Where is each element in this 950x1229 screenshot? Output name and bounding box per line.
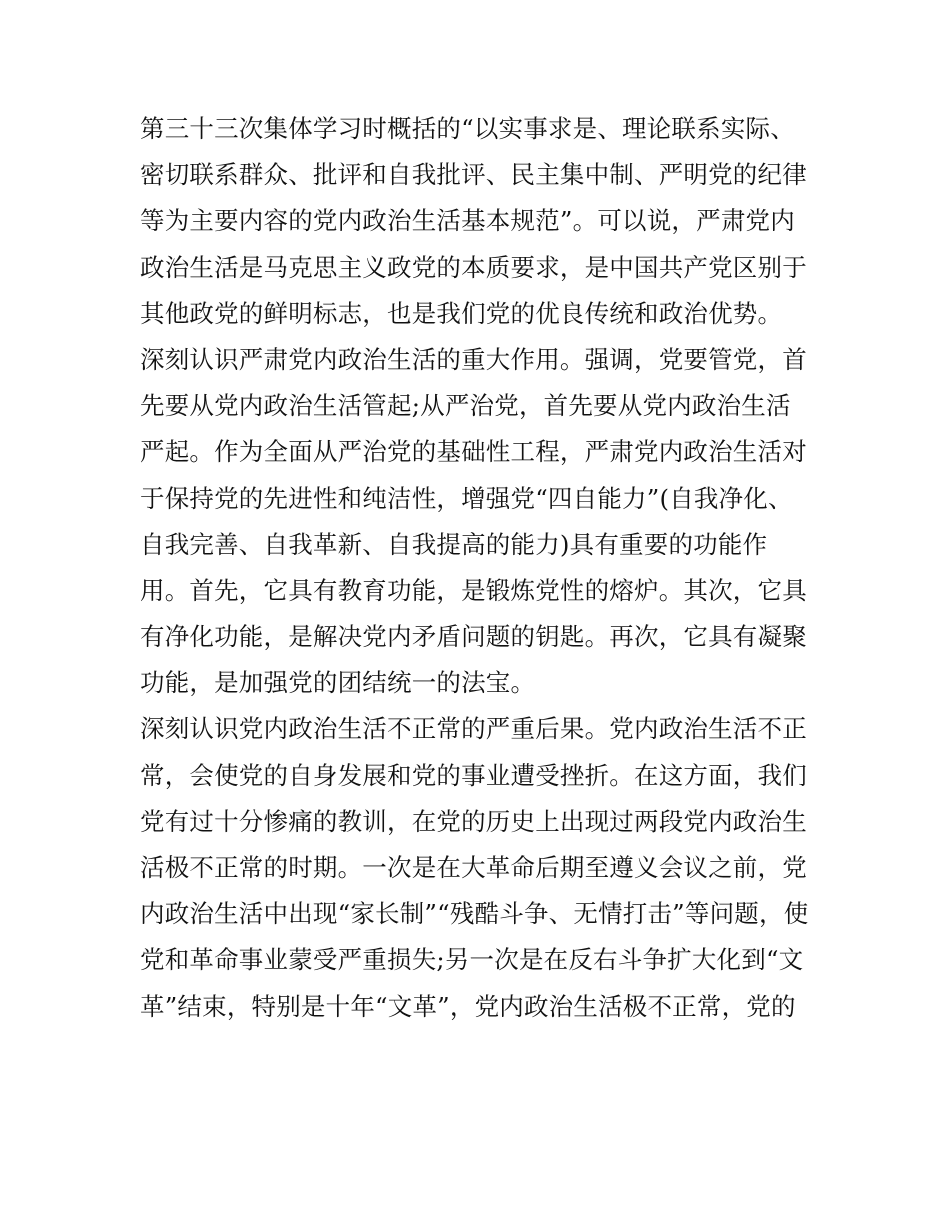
text-line: 革”结束，特别是十年“文革”，党内政治生活极不正常，党的 — [140, 991, 796, 1021]
text-line: 功能，是加强党的团结统一的法宝。 — [140, 668, 536, 698]
text-line: 党有过十分惨痛的教训，在党的历史上出现过两段党内政治生 — [140, 806, 807, 836]
text-line: 第三十三次集体学习时概括的“以实事求是、理论联系实际、 — [140, 114, 795, 143]
text-line: 用。首先，它具有教育功能，是锻炼党性的熔炉。其次，它具 — [140, 575, 807, 605]
text-line: 深刻认识严肃党内政治生活的重大作用。强调，党要管党，首 — [140, 344, 807, 374]
text-line: 于保持党的先进性和纯洁性，增强党“四自能力”(自我净化、 — [140, 483, 793, 513]
text-line: 其他政党的鲜明标志，也是我们党的优良传统和政治优势。 — [140, 298, 783, 328]
text-line: 常，会使党的自身发展和党的事业遭受挫折。在这方面，我们 — [140, 760, 807, 790]
text-line: 政治生活是马克思主义政党的本质要求，是中国共产党区别于 — [140, 252, 807, 282]
text-line: 内政治生活中出现“家长制”“残酷斗争、无情打击”等问题，使 — [140, 899, 809, 929]
text-line: 有净化功能，是解决党内矛盾问题的钥匙。再次，它具有凝聚 — [140, 622, 807, 652]
text-line: 等为主要内容的党内政治生活基本规范”。可以说，严肃党内 — [140, 206, 795, 236]
text-line: 严起。作为全面从严治党的基础性工程，严肃党内政治生活对 — [140, 437, 807, 467]
document-body — [140, 106, 820, 1030]
text-line: 密切联系群众、批评和自我批评、民主集中制、严明党的纪律 — [140, 160, 807, 190]
text-line: 自我完善、自我革新、自我提高的能力)具有重要的功能作 — [140, 529, 768, 559]
text-line: 先要从党内政治生活管起;从严治党，首先要从党内政治生活 — [140, 391, 791, 421]
text-line: 党和革命事业蒙受严重损失;另一次是在反右斗争扩大化到“文 — [140, 945, 804, 975]
text-line: 深刻认识党内政治生活不正常的严重后果。党内政治生活不正 — [140, 714, 807, 744]
text-line: 活极不正常的时期。一次是在大革命后期至遵义会议之前，党 — [140, 853, 807, 882]
